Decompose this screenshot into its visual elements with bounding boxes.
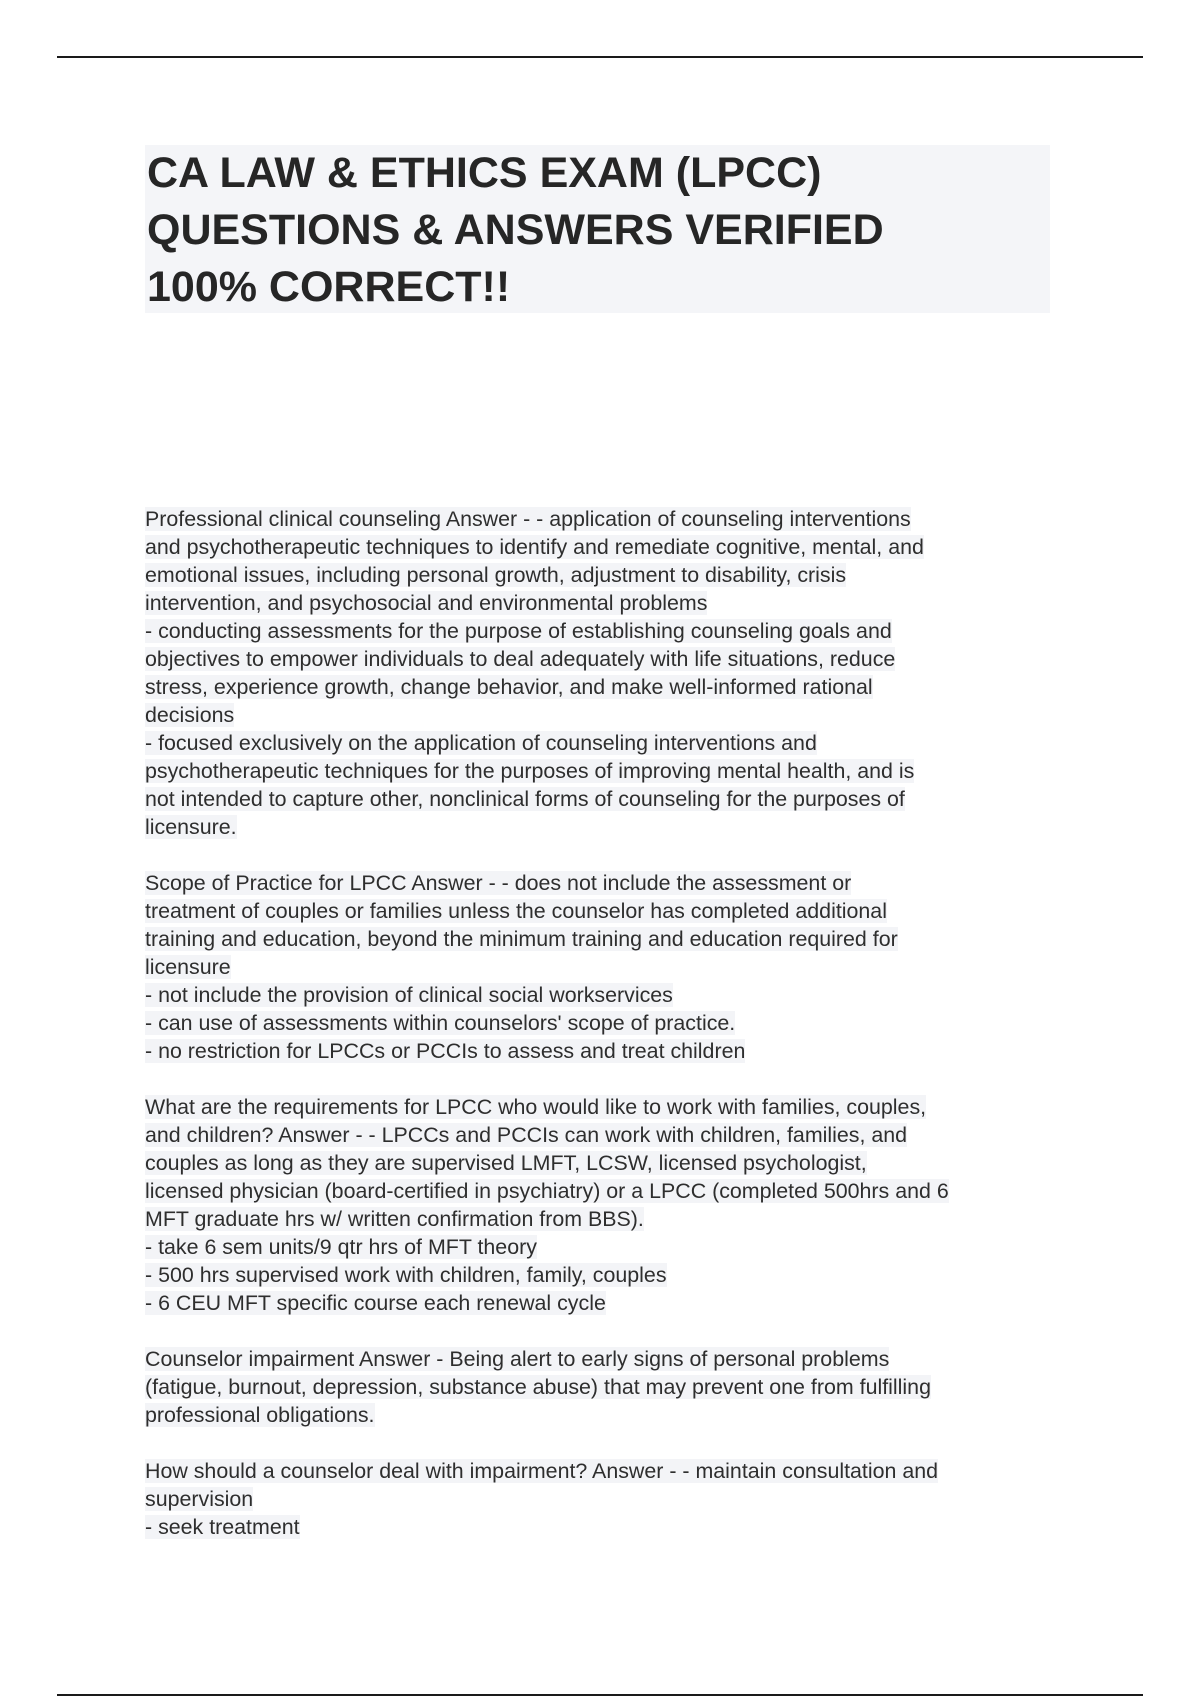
qa-line-text: objectives to empower individuals to deal adequately with life situations, reduce	[145, 647, 896, 671]
qa-line	[145, 1513, 1075, 1541]
qa-line-text: MFT graduate hrs w/ written confirmation from BBS).	[145, 1207, 644, 1231]
qa-entry	[145, 505, 1075, 841]
qa-line-text: - focused exclusively on the application of counseling interventions and	[145, 731, 817, 755]
qa-line	[145, 1177, 1075, 1205]
qa-entry	[145, 1345, 1075, 1429]
qa-line	[145, 1093, 1075, 1121]
qa-line-text: and children? Answer - - LPCCs and PCCIs can work with children, families, and	[145, 1123, 908, 1147]
qa-line-text: licensure.	[145, 815, 237, 839]
qa-line	[145, 869, 1075, 897]
qa-line	[145, 701, 1075, 729]
qa-line	[145, 1289, 1075, 1317]
title-line: CA LAW & ETHICS EXAM (LPCC)	[147, 149, 822, 197]
qa-line	[145, 925, 1075, 953]
qa-line	[145, 757, 1075, 785]
qa-line-text: Professional clinical counseling Answer - - application of counseling interventions	[145, 507, 911, 531]
qa-line	[145, 785, 1075, 813]
qa-line-text: professional obligations.	[145, 1403, 375, 1427]
qa-line	[145, 533, 1075, 561]
qa-line-text: Scope of Practice for LPCC Answer - - does not include the assessment or	[145, 871, 852, 895]
qa-line-text: licensure	[145, 955, 231, 979]
qa-content	[145, 505, 1075, 1569]
qa-line-text: intervention, and psychosocial and environmental problems	[145, 591, 708, 615]
qa-line	[145, 1121, 1075, 1149]
document-title	[145, 145, 1050, 316]
title-line: 100% CORRECT!!	[147, 263, 511, 311]
qa-line	[145, 1373, 1075, 1401]
qa-line-text: training and education, beyond the minimum training and education required for	[145, 927, 898, 951]
qa-line	[145, 897, 1075, 925]
qa-line-text: licensed physician (board-certified in psychiatry) or a LPCC (completed 500hrs and 6	[145, 1179, 949, 1203]
qa-entry	[145, 869, 1075, 1065]
qa-line-text: - no restriction for LPCCs or PCCIs to assess and treat children	[145, 1039, 746, 1063]
qa-line-text: - conducting assessments for the purpose of establishing counseling goals and	[145, 619, 892, 643]
qa-line	[145, 617, 1075, 645]
qa-line-text: couples as long as they are supervised LMFT, LCSW, licensed psychologist,	[145, 1151, 867, 1175]
qa-line	[145, 1149, 1075, 1177]
qa-line	[145, 729, 1075, 757]
qa-line-text: treatment of couples or families unless the counselor has completed additional	[145, 899, 887, 923]
qa-line-text: Counselor impairment Answer - Being alert to early signs of personal problems	[145, 1347, 890, 1371]
qa-line-text: - 500 hrs supervised work with children, family, couples	[145, 1263, 667, 1287]
qa-line-text: psychotherapeutic techniques for the purposes of improving mental health, and is	[145, 759, 915, 783]
qa-line-text: - 6 CEU MFT specific course each renewal cycle	[145, 1291, 606, 1315]
qa-line	[145, 1261, 1075, 1289]
qa-line-text: not intended to capture other, nonclinical forms of counseling for the purposes of	[145, 787, 905, 811]
qa-line	[145, 813, 1075, 841]
qa-line	[145, 953, 1075, 981]
top-divider	[57, 56, 1143, 58]
qa-line	[145, 505, 1075, 533]
document-title-block	[145, 145, 1050, 313]
qa-line	[145, 1233, 1075, 1261]
qa-line	[145, 1457, 1075, 1485]
qa-line-text: How should a counselor deal with impairment? Answer - - maintain consultation and	[145, 1459, 939, 1483]
qa-line-text: (fatigue, burnout, depression, substance abuse) that may prevent one from fulfilling	[145, 1375, 931, 1399]
qa-line-text: What are the requirements for LPCC who would like to work with families, couples,	[145, 1095, 927, 1119]
title-line: QUESTIONS & ANSWERS VERIFIED	[147, 206, 884, 254]
qa-entry	[145, 1093, 1075, 1317]
qa-entry	[145, 1457, 1075, 1541]
qa-line-text: decisions	[145, 703, 235, 727]
qa-line-text: - not include the provision of clinical social workservices	[145, 983, 673, 1007]
qa-line-text: supervision	[145, 1487, 254, 1511]
qa-line	[145, 589, 1075, 617]
qa-line	[145, 1401, 1075, 1429]
qa-line	[145, 1485, 1075, 1513]
qa-line	[145, 645, 1075, 673]
bottom-divider	[57, 1694, 1143, 1696]
qa-line	[145, 1345, 1075, 1373]
qa-line-text: emotional issues, including personal growth, adjustment to disability, crisis	[145, 563, 847, 587]
qa-line-text: stress, experience growth, change behavior, and make well-informed rational	[145, 675, 873, 699]
qa-line	[145, 1205, 1075, 1233]
qa-line	[145, 981, 1075, 1009]
qa-line	[145, 561, 1075, 589]
qa-line	[145, 1009, 1075, 1037]
qa-line-text: - can use of assessments within counselors' scope of practice.	[145, 1011, 736, 1035]
qa-line	[145, 1037, 1075, 1065]
qa-line	[145, 673, 1075, 701]
qa-line-text: - take 6 sem units/9 qtr hrs of MFT theory	[145, 1235, 537, 1259]
qa-line-text: - seek treatment	[145, 1515, 300, 1539]
qa-line-text: and psychotherapeutic techniques to identify and remediate cognitive, mental, and	[145, 535, 924, 559]
